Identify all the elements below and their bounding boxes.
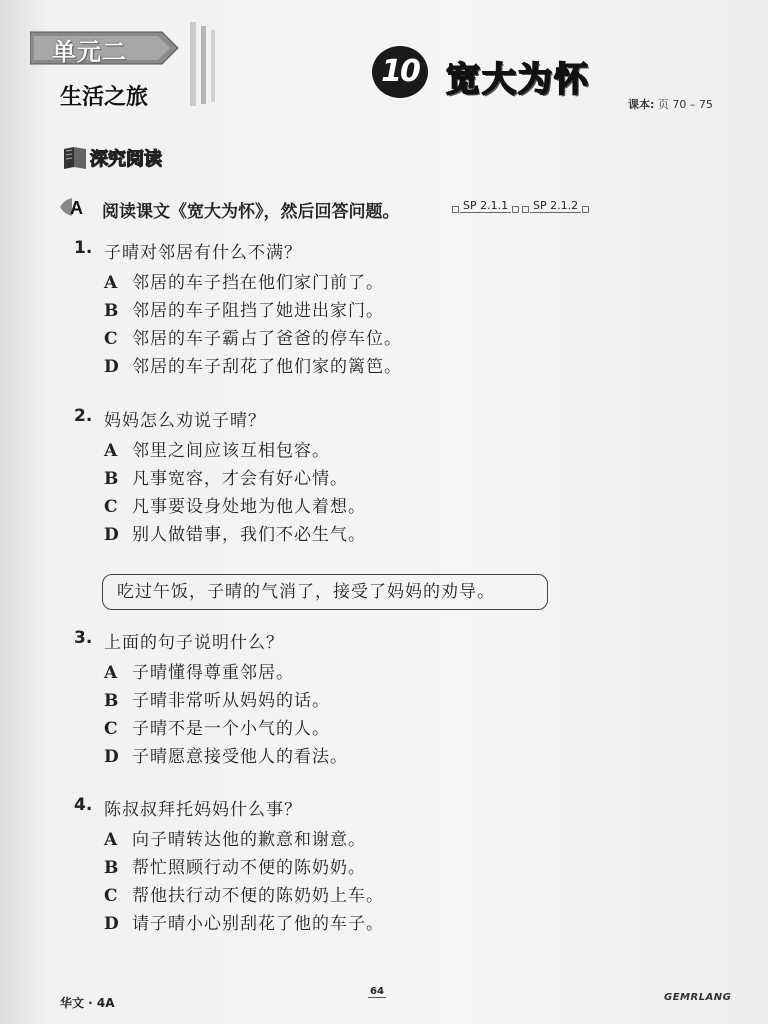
option-text: 邻居的车子阻挡了她进出家门。 [132,301,384,321]
question-text: 陈叔叔拜托妈妈什么事？ [104,800,302,820]
option-letter: B [104,469,120,489]
question-text: 上面的句子说明什么？ [104,633,284,653]
section-a-badge [60,196,86,218]
option-letter: A [104,830,119,850]
badge-letter: A [70,198,83,218]
option-text: 邻居的车子挡在他们家门前了。 [132,273,384,293]
option-text: 子晴懂得尊重邻居。 [132,663,294,683]
lesson-title: 宽大为怀 [446,60,590,100]
option-b[interactable] [104,464,348,489]
option-b[interactable] [104,296,384,321]
option-text: 子晴愿意接受他人的看法。 [132,747,348,767]
question-number: 1. [74,238,93,258]
option-text: 子晴不是一个小气的人。 [132,719,330,739]
option-letter: C [104,497,119,517]
option-c[interactable] [104,714,330,739]
option-text: 邻居的车子霸占了爸爸的停车位。 [132,329,402,349]
option-letter: D [104,914,120,934]
option-a[interactable] [104,268,384,293]
option-text: 帮他扶行动不便的陈奶奶上车。 [132,886,384,906]
option-text: 帮忙照顾行动不便的陈奶奶。 [132,858,366,878]
option-text: 别人做错事，我们不必生气。 [132,525,366,545]
decorative-bars [188,22,222,106]
option-letter: A [104,441,119,461]
option-letter: C [104,329,119,349]
question-number: 4. [74,795,93,815]
option-text: 凡事要设身处地为他人着想。 [132,497,366,517]
textbook-ref-pages: 页 70 – 75 [657,98,713,111]
option-letter: D [104,357,120,377]
option-letter: C [104,886,119,906]
textbook-ref-label: 课本: [628,98,655,111]
footer-book-label: 华文 · 4A [60,996,115,1010]
option-c[interactable] [104,324,402,349]
option-b[interactable] [104,853,366,878]
lesson-number-badge: 10 [372,46,428,98]
option-text: 凡事宽容，才会有好心情。 [132,469,348,489]
quoted-sentence-box: 吃过午饭，子晴的气消了，接受了妈妈的劝导。 [102,574,548,610]
book-icon [62,145,88,169]
option-c[interactable] [104,881,384,906]
textbook-reference [628,96,713,112]
section-label: 深究阅读 [90,149,162,170]
option-d[interactable] [104,352,402,377]
option-d[interactable] [104,520,366,545]
option-letter: A [104,273,119,293]
question-number: 2. [74,406,93,426]
instruction-text: 阅读课文《宽大为怀》，然后回答问题。 [102,202,400,222]
option-letter: B [104,691,120,711]
option-a[interactable] [104,658,294,683]
sp-tag-1: SP 2.1.1 [460,199,511,213]
option-text: 邻居的车子刮花了他们家的篱笆。 [132,357,402,377]
option-text: 请子晴小心别刮花了他的车子。 [132,914,384,934]
option-letter: C [104,719,119,739]
option-text: 向子晴转达他的歉意和谢意。 [132,830,366,850]
option-c[interactable] [104,492,366,517]
option-d[interactable] [104,909,384,934]
option-letter: B [104,301,120,321]
option-d[interactable] [104,742,348,767]
option-letter: D [104,747,120,767]
question-number: 3. [74,628,93,648]
unit-subtitle: 生活之旅 [60,85,149,110]
question-text: 子晴对邻居有什么不满？ [104,243,302,263]
question-text: 妈妈怎么劝说子晴？ [104,411,266,431]
page-number: 64 [370,986,384,997]
option-letter: D [104,525,120,545]
option-b[interactable] [104,686,330,711]
unit-label: 单元二 [52,38,127,66]
publisher-logo: GEMRLANG [664,992,732,1003]
option-letter: A [104,663,119,683]
option-text: 子晴非常听从妈妈的话。 [132,691,330,711]
option-letter: B [104,858,120,878]
instruction-row [60,196,700,222]
option-a[interactable] [104,436,330,461]
option-text: 邻里之间应该互相包容。 [132,441,330,461]
sp-tag-2: SP 2.1.2 [530,199,581,213]
option-a[interactable] [104,825,366,850]
